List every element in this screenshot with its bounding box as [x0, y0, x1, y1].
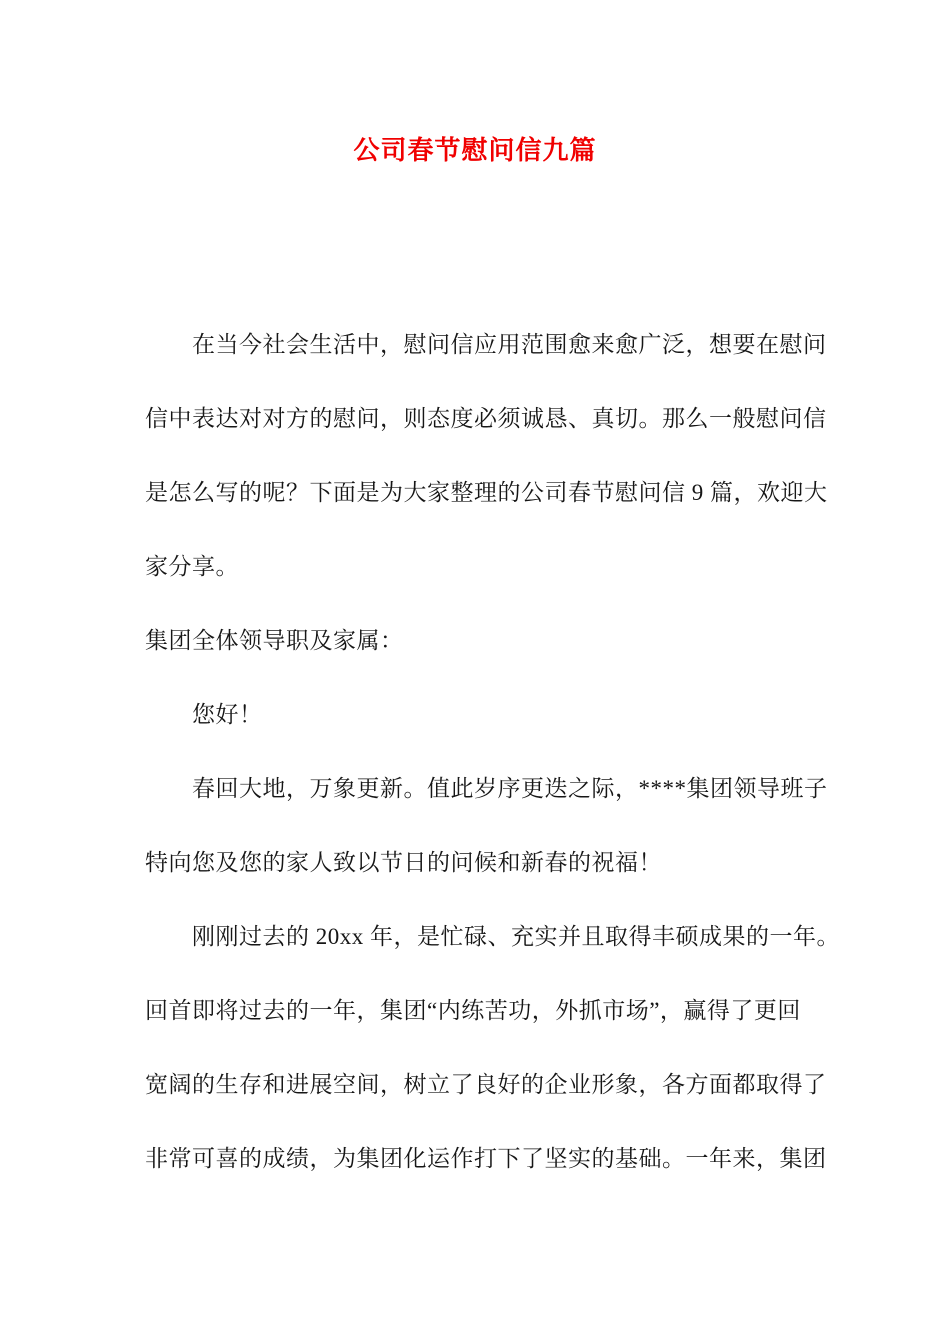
- doc-line: 集团全体领导职及家属：: [145, 628, 404, 653]
- doc-line: 家分享。: [145, 554, 239, 579]
- doc-line: 特向您及您的家人致以节日的问候和新春的祝福！: [145, 850, 662, 875]
- doc-line: 信中表达对对方的慰问，则态度必须诚恳、真切。那么一般慰问信: [145, 406, 827, 431]
- doc-line: 回首即将过去的一年，集团“内练苦功，外抓市场”，赢得了更回: [145, 998, 801, 1023]
- doc-line: 您好！: [192, 702, 263, 727]
- doc-line: 刚刚过去的 20xx 年，是忙碌、充实并且取得丰硕成果的一年。: [192, 924, 840, 949]
- document-body: [145, 308, 840, 1196]
- doc-line: 在当今社会生活中，慰问信应用范围愈来愈广泛，想要在慰问: [192, 332, 827, 357]
- doc-line: 是怎么写的呢？下面是为大家整理的公司春节慰问信 9 篇，欢迎大: [145, 480, 828, 505]
- doc-line: 非常可喜的成绩，为集团化运作打下了坚实的基础。一年来，集团: [145, 1146, 827, 1171]
- document-title: 公司春节慰问信九篇: [353, 136, 597, 165]
- doc-line: 宽阔的生存和进展空间，树立了良好的企业形象，各方面都取得了: [145, 1072, 827, 1097]
- doc-line: 春回大地，万象更新。值此岁序更迭之际，****集团领导班子: [192, 776, 828, 801]
